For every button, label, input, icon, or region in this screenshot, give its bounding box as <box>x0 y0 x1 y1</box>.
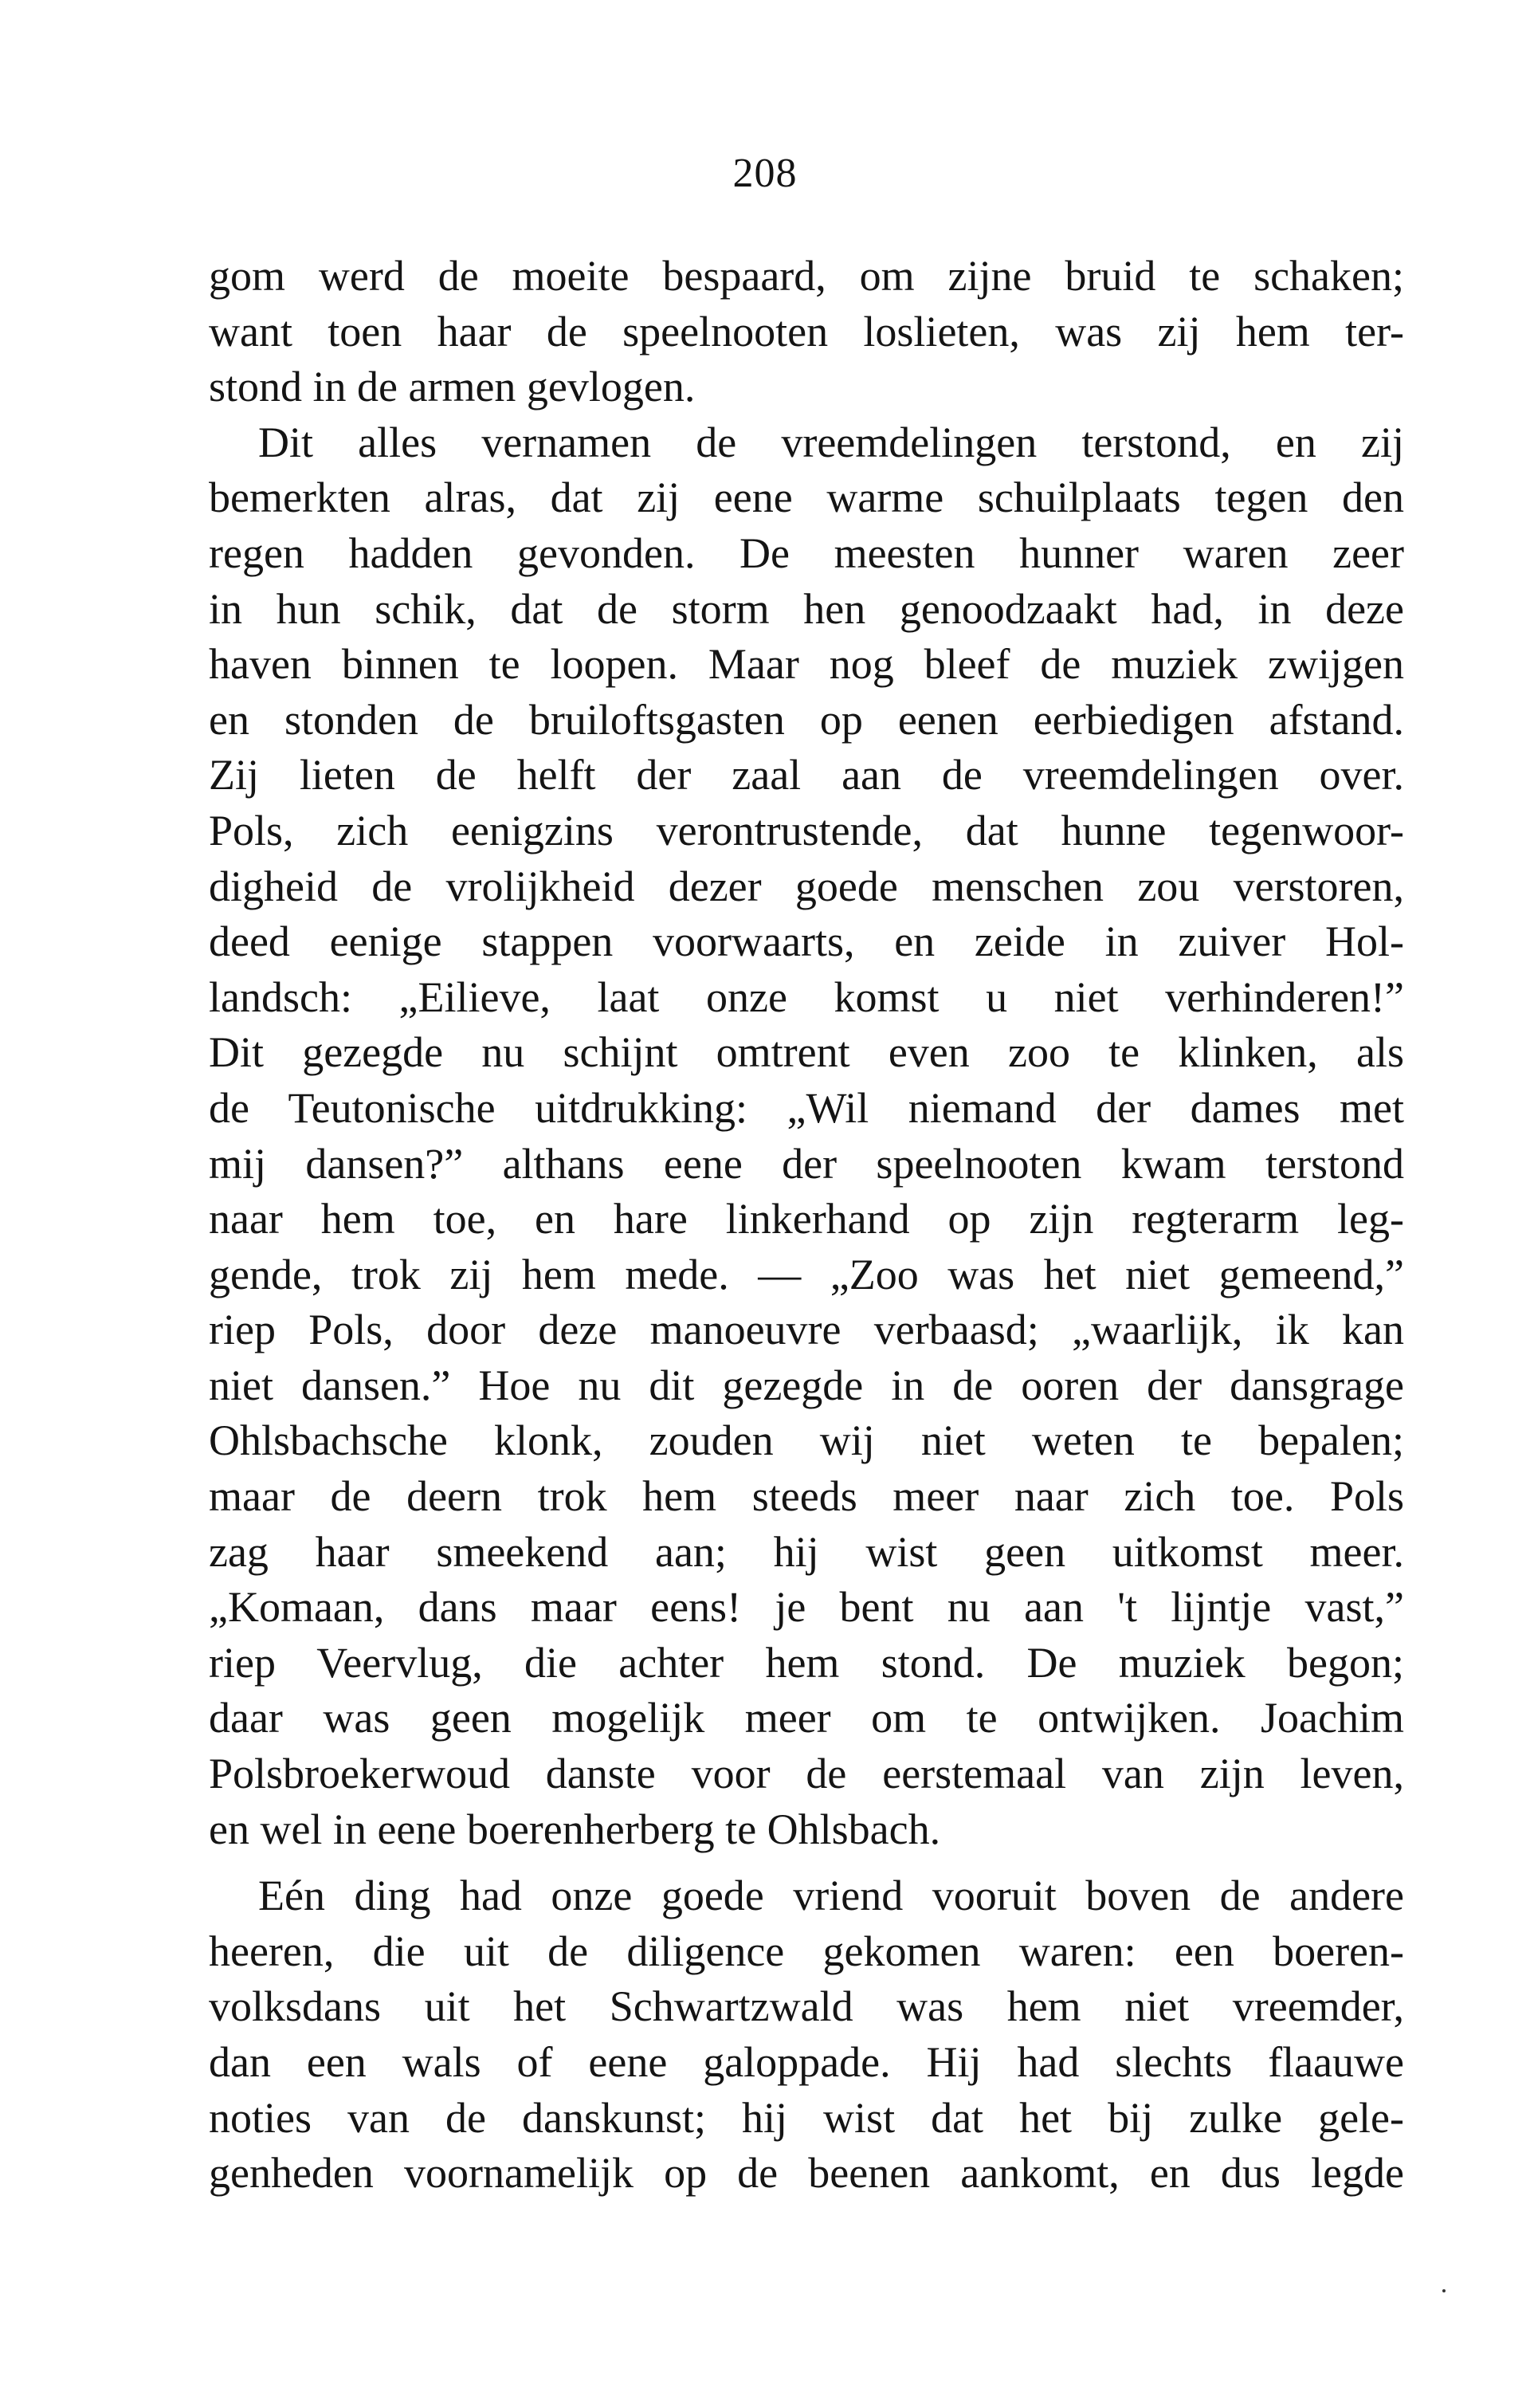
paragraph <box>209 1868 1404 2202</box>
text-line: Pols, zich eenigzins verontrustende, dat hunne tegenwoor- <box>209 806 1404 854</box>
text-line: en stonden de bruiloftsgasten op eenen eerbiedigen afstand. <box>209 695 1404 744</box>
text-line: genheden voornamelijk op de beenen aankomt, en dus legde <box>209 2149 1404 2198</box>
text-line: Eén ding had onze goede vriend vooruit boven de andere <box>258 1872 1404 1920</box>
ink-speck <box>1442 2289 1446 2292</box>
text-line: bemerkten alras, dat zij eene warme schuilplaats tegen den <box>209 473 1404 522</box>
text-line: riep Pols, door deze manoeuvre verbaasd; „waarlijk, ik kan <box>209 1306 1404 1354</box>
text-line: Ohlsbachsche klonk, zouden wij niet weten te bepalen; <box>209 1416 1404 1465</box>
text-line: gende, trok zij hem mede. — „Zoo was het niet gemeend,” <box>209 1250 1404 1298</box>
text-line: heeren, die uit de diligence gekomen waren: een boeren- <box>209 1927 1404 1975</box>
text-line: mij dansen?” althans eene der speelnooten kwam terstond <box>209 1139 1404 1188</box>
text-line: want toen haar de speelnooten loslieten, was zij hem ter- <box>209 307 1404 356</box>
text-line: de Teutonische uitdrukking: „Wil niemand der dames met <box>209 1083 1404 1132</box>
text-line: digheid de vrolijkheid dezer goede menschen zou verstoren, <box>209 862 1404 910</box>
text-line: Dit alles vernamen de vreemdelingen terstond, en zij <box>258 418 1404 466</box>
paragraph <box>209 249 1404 415</box>
text-line: noties van de danskunst; hij wist dat het bij zulke gele- <box>209 2093 1404 2142</box>
paragraph-gap <box>209 1857 1404 1868</box>
text-line: gom werd de moeite bespaard, om zijne bruid te schaken; <box>209 252 1404 300</box>
text-line: maar de deern trok hem steeds meer naar zich toe. Pols <box>209 1472 1404 1521</box>
text-line: deed eenige stappen voorwaarts, en zeide in zuiver Hol- <box>209 917 1404 966</box>
text-line: riep Veervlug, die achter hem stond. De muziek begon; <box>209 1638 1404 1687</box>
paragraph <box>209 415 1404 1857</box>
text-line: Zij lieten de helft der zaal aan de vreemdelingen over. <box>209 751 1404 799</box>
text-line: Dit gezegde nu schijnt omtrent even zoo te klinken, als <box>209 1028 1404 1077</box>
text-line: haven binnen te loopen. Maar nog bleef de muziek zwijgen <box>209 640 1404 689</box>
body-text <box>209 249 1404 2202</box>
text-line: Polsbroekerwoud danste voor de eerstemaal van zijn leven, <box>209 1750 1404 1798</box>
text-line: stond in de armen gevlogen. <box>209 363 696 411</box>
text-line: en wel in eene boerenherberg te Ohlsbach. <box>209 1805 941 1853</box>
text-line: „Komaan, dans maar eens! je bent nu aan 't lijntje vast,” <box>209 1583 1404 1632</box>
text-line: landsch: „Eilieve, laat onze komst u niet verhinderen!” <box>209 972 1404 1021</box>
text-line: niet dansen.” Hoe nu dit gezegde in de ooren der dansgrage <box>209 1361 1404 1409</box>
page-number: 208 <box>732 151 798 196</box>
text-line: regen hadden gevonden. De meesten hunner waren zeer <box>209 528 1404 577</box>
text-line: dan een wals of eene galoppade. Hij had slechts flaauwe <box>209 2038 1404 2086</box>
text-line: volksdans uit het Schwartzwald was hem niet vreemder, <box>209 1982 1404 2031</box>
text-line: daar was geen mogelijk meer om te ontwijken. Joachim <box>209 1694 1404 1742</box>
text-line: naar hem toe, en hare linkerhand op zijn regterarm leg- <box>209 1195 1404 1243</box>
text-line: zag haar smeekend aan; hij wist geen uitkomst meer. <box>209 1527 1404 1576</box>
text-line: in hun schik, dat de storm hen genoodzaakt had, in deze <box>209 584 1404 633</box>
